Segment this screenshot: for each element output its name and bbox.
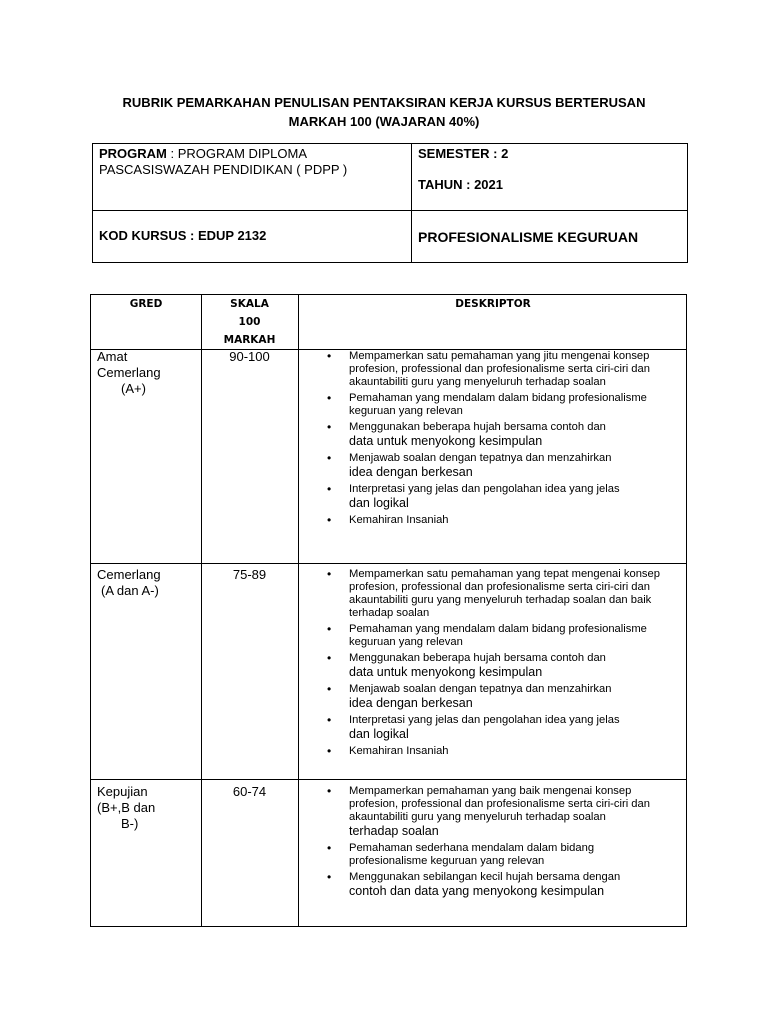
descriptor-item: • Pemahaman sederhana mendalam dalam bidang profesionalisme keguruan yang relevan xyxy=(349,842,664,868)
divider xyxy=(411,144,412,262)
grade-cell xyxy=(97,784,197,832)
descriptor-item: • Pemahaman yang mendalam dalam bidang profesionalisme keguruan yang relevan xyxy=(349,623,664,649)
descriptor-item: • Interpretasi yang jelas dan pengolahan idea yang jelas dan logikal xyxy=(349,483,664,511)
descriptor-item: • Kemahiran Insaniah xyxy=(349,745,664,758)
column-header-deskriptor: DESKRIPTOR xyxy=(455,298,531,310)
scale-cell: 90-100 xyxy=(229,349,270,364)
descriptor-item: • Menjawab soalan dengan tepatnya dan menzahirkan idea dengan berkesan xyxy=(349,452,664,480)
grade-line: (B+,B dan xyxy=(97,800,156,815)
divider xyxy=(201,295,202,926)
course-info-table xyxy=(92,143,688,263)
grade-line: Amat xyxy=(97,349,128,364)
scale-cell: 60-74 xyxy=(232,784,267,799)
skala-line: MARKAH xyxy=(223,334,276,346)
divider xyxy=(91,563,686,564)
descriptor-item: • Menggunakan sebilangan kecil hujah bersama dengan contoh dan data yang menyokong kesimpulan xyxy=(349,871,664,899)
descriptor-item: • Mempamerkan pemahaman yang baik mengenai konsep profesion, professional dan profesionalisme serta ciri-ciri dan akauntabiliti guru yang menyeluruh terhadap soalan terhadap soalan xyxy=(349,785,664,839)
grade-line: (A dan A-) xyxy=(101,583,159,598)
divider xyxy=(298,295,299,926)
program-value: : PROGRAM DIPLOMA xyxy=(166,146,308,161)
grade-line: Kepujian xyxy=(97,784,148,799)
descriptor-item: • Pemahaman yang mendalam dalam bidang profesionalisme keguruan yang relevan xyxy=(349,392,664,418)
rubric-table xyxy=(90,294,687,927)
program-cell xyxy=(99,146,404,178)
course-name: PROFESIONALISME KEGURUAN xyxy=(418,229,639,245)
descriptor-item: • Interpretasi yang jelas dan pengolahan idea yang jelas dan logikal xyxy=(349,714,664,742)
document-title xyxy=(0,93,768,131)
skala-line: 100 xyxy=(238,316,261,328)
descriptor-item: • Mempamerkan satu pemahaman yang jitu mengenai konsep profesion, professional dan profesionalisme serta ciri-ciri dan akauntabiliti guru yang menyeluruh terhadap soalan xyxy=(349,350,664,389)
grade-line: (A+) xyxy=(121,381,146,396)
divider xyxy=(93,210,687,211)
grade-cell xyxy=(97,567,197,599)
descriptor-item: • Kemahiran Insaniah xyxy=(349,514,664,527)
descriptor-list xyxy=(349,568,664,761)
descriptor-item: • Menggunakan beberapa hujah bersama contoh dan data untuk menyokong kesimpulan xyxy=(349,652,664,680)
skala-line: SKALA xyxy=(230,298,269,310)
grade-line: Cemerlang xyxy=(97,365,161,380)
divider xyxy=(91,779,686,780)
title-line-1: RUBRIK PEMARKAHAN PENULISAN PENTAKSIRAN KERJA KURSUS BERTERUSAN xyxy=(122,95,646,110)
grade-line: Cemerlang xyxy=(97,567,161,582)
descriptor-item: • Menggunakan beberapa hujah bersama contoh dan data untuk menyokong kesimpulan xyxy=(349,421,664,449)
program-label: PROGRAM xyxy=(99,146,167,161)
program-value-2: PASCASISWAZAH PENDIDIKAN ( PDPP ) xyxy=(99,162,348,177)
column-header-skala xyxy=(201,295,298,349)
semester: SEMESTER : 2 xyxy=(418,146,509,161)
title-line-2: MARKAH 100 (WAJARAN 40%) xyxy=(288,114,480,129)
descriptor-item: • Mempamerkan satu pemahaman yang tepat mengenai konsep profesion, professional dan profesionalisme serta ciri-ciri dan akauntabiliti guru yang menyeluruh terhadap soalan dan baik terhadap soalan xyxy=(349,568,664,620)
tahun: TAHUN : 2021 xyxy=(418,177,504,192)
kod-kursus: KOD KURSUS : EDUP 2132 xyxy=(99,228,267,243)
descriptor-item: • Menjawab soalan dengan tepatnya dan menzahirkan idea dengan berkesan xyxy=(349,683,664,711)
grade-cell xyxy=(97,349,197,397)
descriptor-list xyxy=(349,785,664,902)
scale-cell: 75-89 xyxy=(232,567,267,582)
column-header-gred: GRED xyxy=(129,298,163,310)
grade-line: B-) xyxy=(121,816,139,831)
descriptor-list xyxy=(349,350,664,530)
